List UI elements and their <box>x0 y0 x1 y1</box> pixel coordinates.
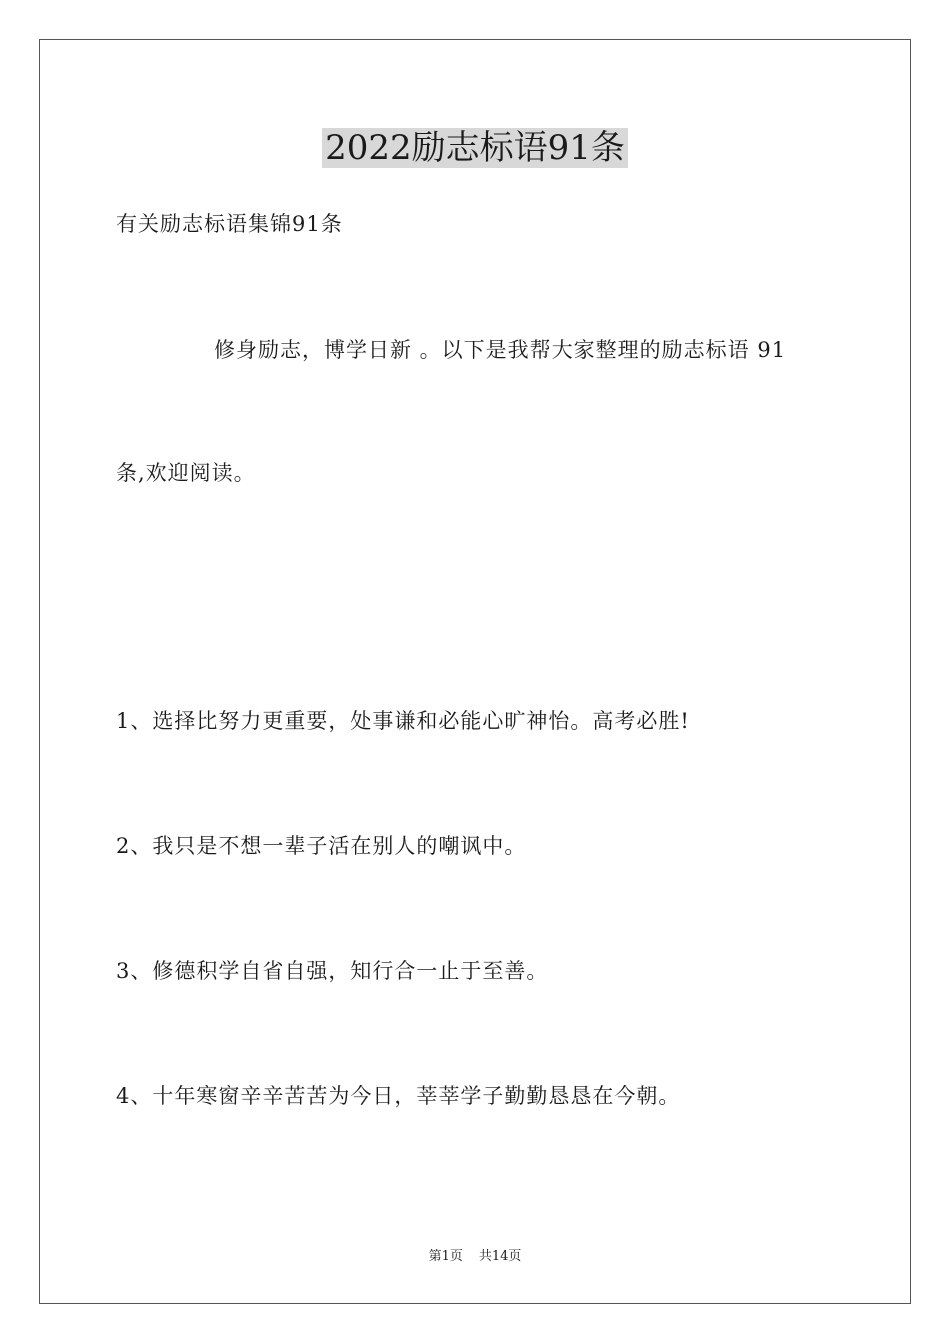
page-number: 第1页 <box>428 1249 463 1264</box>
list-item: 3、修德积学自省自强，知行合一止于至善。 <box>116 959 549 983</box>
document-title: 2022励志标语91条 <box>0 126 950 170</box>
intro-paragraph-line-1: 修身励志，博学日新 。以下是我帮大家整理的励志标语 91 <box>214 338 787 362</box>
list-item: 2、我只是不想一辈子活在别人的嘲讽中。 <box>116 834 527 858</box>
document-subtitle: 有关励志标语集锦91条 <box>116 212 343 236</box>
intro-paragraph-line-2: 条,欢迎阅读。 <box>116 461 256 485</box>
page-footer <box>0 1248 950 1266</box>
list-item: 1、选择比努力更重要，处事谦和必能心旷神怡。高考必胜! <box>116 709 690 733</box>
total-pages: 共14页 <box>478 1249 522 1264</box>
list-item: 4、十年寒窗辛辛苦苦为今日，莘莘学子勤勤恳恳在今朝。 <box>116 1084 681 1108</box>
